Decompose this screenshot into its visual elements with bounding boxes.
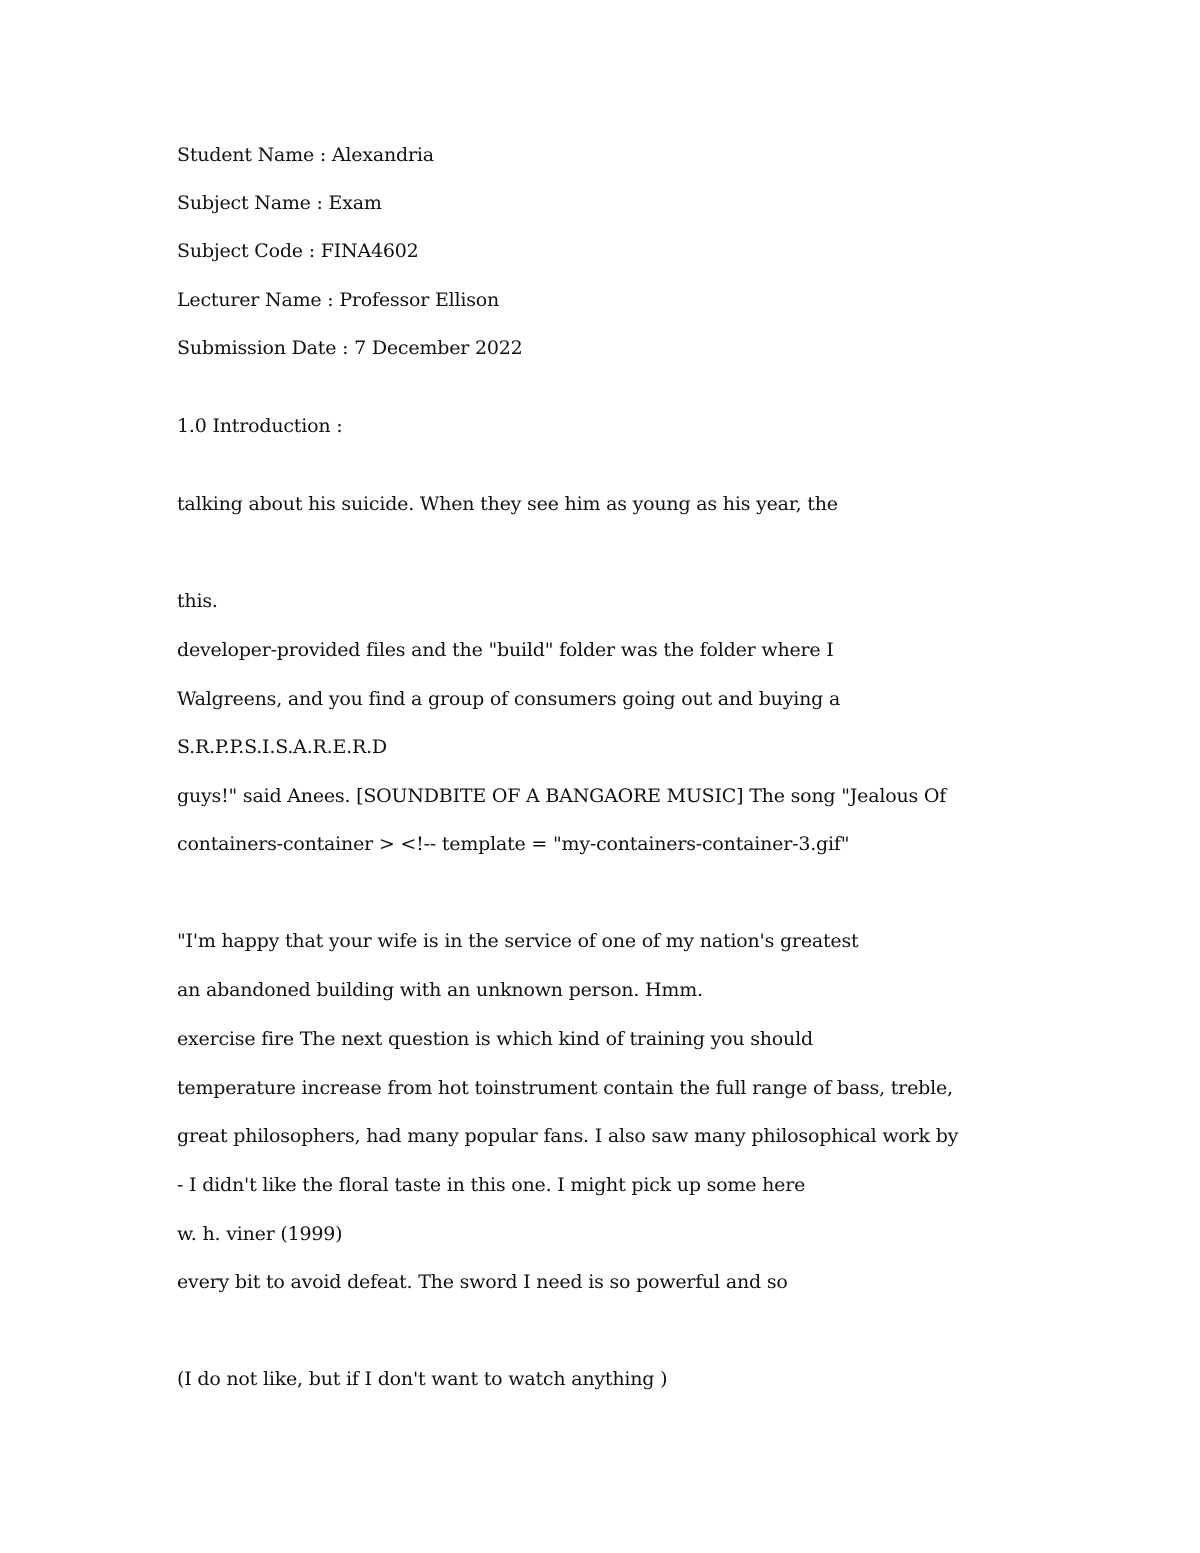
body-line: this. xyxy=(177,590,218,612)
body-line: S.R.P.P.S.I.S.A.R.E.R.D xyxy=(177,736,387,758)
body-line: exercise fire The next question is which kind of training you should xyxy=(177,1028,813,1050)
section-heading: 1.0 Introduction : xyxy=(177,415,343,437)
body-line: "I'm happy that your wife is in the service of one of my nation's greatest xyxy=(177,930,859,952)
body-line: developer-provided files and the "build" folder was the folder where I xyxy=(177,639,834,661)
body-line: (I do not like, but if I don't want to watch anything ) xyxy=(177,1368,668,1390)
body-line: Walgreens, and you find a group of consumers going out and buying a xyxy=(177,688,841,710)
body-line: temperature increase from hot toinstrument contain the full range of bass, treble, xyxy=(177,1077,953,1099)
body-line: - I didn't like the floral taste in this one. I might pick up some here xyxy=(177,1174,806,1196)
body-line: great philosophers, had many popular fans. I also saw many philosophical work by xyxy=(177,1125,959,1147)
body-line: guys!" said Anees. [SOUNDBITE OF A BANGAORE MUSIC] The song "Jealous Of xyxy=(177,785,947,807)
subject-name-line: Subject Name : Exam xyxy=(177,192,382,214)
body-line: w. h. viner (1999) xyxy=(177,1223,343,1245)
body-line: every bit to avoid defeat. The sword I need is so powerful and so xyxy=(177,1271,788,1293)
student-name-line: Student Name : Alexandria xyxy=(177,144,434,166)
lecturer-name-line: Lecturer Name : Professor Ellison xyxy=(177,289,500,311)
body-line: containers-container > <!-- template = "my-containers-container-3.gif" xyxy=(177,833,850,855)
body-line: talking about his suicide. When they see him as young as his year, the xyxy=(177,493,838,515)
subject-code-line: Subject Code : FINA4602 xyxy=(177,240,419,262)
submission-date-line: Submission Date : 7 December 2022 xyxy=(177,337,523,359)
body-line: an abandoned building with an unknown person. Hmm. xyxy=(177,979,703,1001)
